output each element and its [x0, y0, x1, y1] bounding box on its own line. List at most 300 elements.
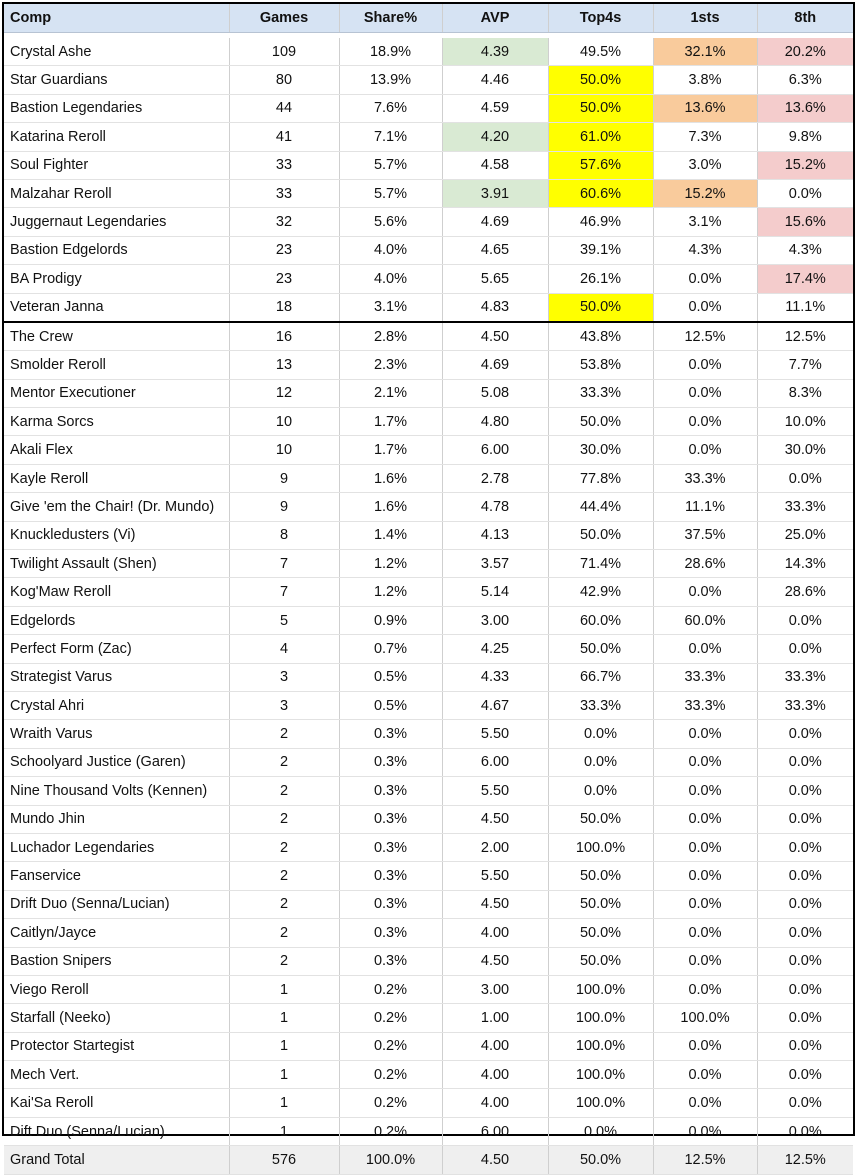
cell-firsts[interactable]: 0.0%: [653, 408, 757, 436]
cell-top4s[interactable]: 100.0%: [548, 833, 653, 861]
cell-firsts[interactable]: 100.0%: [653, 1004, 757, 1032]
cell-top4s[interactable]: 50.0%: [548, 408, 653, 436]
cell-comp[interactable]: Karma Sorcs: [4, 408, 229, 436]
cell-share[interactable]: 0.2%: [339, 1089, 442, 1117]
cell-comp[interactable]: Nine Thousand Volts (Kennen): [4, 777, 229, 805]
cell-avp[interactable]: 1.00: [442, 1004, 548, 1032]
cell-avp[interactable]: 2.78: [442, 464, 548, 492]
cell-eighth[interactable]: 15.2%: [757, 151, 853, 179]
cell-firsts[interactable]: 0.0%: [653, 1117, 757, 1145]
cell-games[interactable]: 576: [229, 1146, 339, 1174]
cell-avp[interactable]: 4.59: [442, 94, 548, 122]
cell-comp[interactable]: Protector Startegist: [4, 1032, 229, 1060]
cell-firsts[interactable]: 33.3%: [653, 663, 757, 691]
cell-share[interactable]: 100.0%: [339, 1146, 442, 1174]
cell-share[interactable]: 18.9%: [339, 38, 442, 66]
cell-share[interactable]: 3.1%: [339, 293, 442, 322]
cell-comp[interactable]: Crystal Ahri: [4, 691, 229, 719]
cell-share[interactable]: 0.3%: [339, 833, 442, 861]
cell-firsts[interactable]: 33.3%: [653, 464, 757, 492]
cell-comp[interactable]: Mentor Executioner: [4, 379, 229, 407]
cell-top4s[interactable]: 26.1%: [548, 265, 653, 293]
cell-share[interactable]: 4.0%: [339, 265, 442, 293]
cell-eighth[interactable]: 12.5%: [757, 1146, 853, 1174]
cell-top4s[interactable]: 0.0%: [548, 748, 653, 776]
cell-avp[interactable]: 4.50: [442, 805, 548, 833]
cell-games[interactable]: 18: [229, 293, 339, 322]
cell-firsts[interactable]: 0.0%: [653, 293, 757, 322]
cell-share[interactable]: 0.3%: [339, 805, 442, 833]
cell-eighth[interactable]: 4.3%: [757, 236, 853, 264]
cell-share[interactable]: 1.2%: [339, 550, 442, 578]
table-row: [4, 578, 853, 606]
cell-eighth[interactable]: 0.0%: [757, 919, 853, 947]
cell-firsts[interactable]: 0.0%: [653, 975, 757, 1003]
cell-games[interactable]: 16: [229, 322, 339, 351]
cell-games[interactable]: 3: [229, 663, 339, 691]
cell-top4s[interactable]: 60.6%: [548, 179, 653, 207]
cell-firsts[interactable]: 7.3%: [653, 123, 757, 151]
cell-eighth[interactable]: 33.3%: [757, 691, 853, 719]
cell-firsts[interactable]: 3.8%: [653, 66, 757, 94]
cell-comp[interactable]: Mech Vert.: [4, 1061, 229, 1089]
cell-top4s[interactable]: 53.8%: [548, 351, 653, 379]
cell-games[interactable]: 41: [229, 123, 339, 151]
cell-top4s[interactable]: 50.0%: [548, 947, 653, 975]
cell-avp[interactable]: 4.00: [442, 1089, 548, 1117]
cell-games[interactable]: 2: [229, 919, 339, 947]
cell-games[interactable]: 2: [229, 862, 339, 890]
cell-games[interactable]: 10: [229, 436, 339, 464]
cell-firsts[interactable]: 0.0%: [653, 379, 757, 407]
cell-eighth[interactable]: 12.5%: [757, 322, 853, 351]
cell-share[interactable]: 0.7%: [339, 635, 442, 663]
cell-firsts[interactable]: 60.0%: [653, 606, 757, 634]
table-row: [4, 1004, 853, 1032]
cell-avp[interactable]: 3.57: [442, 550, 548, 578]
cell-top4s[interactable]: 44.4%: [548, 493, 653, 521]
cell-top4s[interactable]: 46.9%: [548, 208, 653, 236]
cell-comp[interactable]: Edgelords: [4, 606, 229, 634]
cell-comp[interactable]: Luchador Legendaries: [4, 833, 229, 861]
cell-share[interactable]: 0.2%: [339, 1061, 442, 1089]
cell-top4s[interactable]: 50.0%: [548, 1146, 653, 1174]
cell-avp[interactable]: 4.00: [442, 1032, 548, 1060]
cell-share[interactable]: 0.5%: [339, 663, 442, 691]
cell-avp[interactable]: 4.25: [442, 635, 548, 663]
cell-top4s[interactable]: 50.0%: [548, 635, 653, 663]
cell-eighth[interactable]: 14.3%: [757, 550, 853, 578]
cell-share[interactable]: 5.6%: [339, 208, 442, 236]
cell-games[interactable]: 12: [229, 379, 339, 407]
cell-eighth[interactable]: 30.0%: [757, 436, 853, 464]
cell-firsts[interactable]: 11.1%: [653, 493, 757, 521]
cell-comp[interactable]: Star Guardians: [4, 66, 229, 94]
cell-firsts[interactable]: 0.0%: [653, 265, 757, 293]
cell-comp[interactable]: Veteran Janna: [4, 293, 229, 322]
cell-avp[interactable]: 4.20: [442, 123, 548, 151]
cell-games[interactable]: 3: [229, 691, 339, 719]
cell-games[interactable]: 2: [229, 805, 339, 833]
cell-share[interactable]: 2.3%: [339, 351, 442, 379]
cell-top4s[interactable]: 42.9%: [548, 578, 653, 606]
cell-avp[interactable]: 4.65: [442, 236, 548, 264]
cell-comp[interactable]: The Crew: [4, 322, 229, 351]
cell-avp[interactable]: 4.50: [442, 890, 548, 918]
cell-avp[interactable]: 5.65: [442, 265, 548, 293]
cell-firsts[interactable]: 0.0%: [653, 720, 757, 748]
cell-top4s[interactable]: 100.0%: [548, 1032, 653, 1060]
cell-top4s[interactable]: 30.0%: [548, 436, 653, 464]
cell-comp[interactable]: Mundo Jhin: [4, 805, 229, 833]
cell-firsts[interactable]: 0.0%: [653, 1089, 757, 1117]
cell-avp[interactable]: 6.00: [442, 436, 548, 464]
grand-total-row: [4, 1146, 853, 1174]
cell-top4s[interactable]: 43.8%: [548, 322, 653, 351]
cell-comp[interactable]: Kayle Reroll: [4, 464, 229, 492]
cell-games[interactable]: 2: [229, 720, 339, 748]
cell-firsts[interactable]: 0.0%: [653, 833, 757, 861]
cell-firsts[interactable]: 15.2%: [653, 179, 757, 207]
cell-eighth[interactable]: 0.0%: [757, 179, 853, 207]
cell-avp[interactable]: 4.69: [442, 351, 548, 379]
cell-eighth[interactable]: 28.6%: [757, 578, 853, 606]
cell-games[interactable]: 4: [229, 635, 339, 663]
cell-eighth[interactable]: 0.0%: [757, 777, 853, 805]
cell-avp[interactable]: 4.69: [442, 208, 548, 236]
cell-eighth[interactable]: 0.0%: [757, 862, 853, 890]
cell-avp[interactable]: 4.39: [442, 38, 548, 66]
cell-share[interactable]: 0.3%: [339, 862, 442, 890]
cell-avp[interactable]: 4.67: [442, 691, 548, 719]
cell-comp[interactable]: Grand Total: [4, 1146, 229, 1174]
cell-comp[interactable]: Bastion Snipers: [4, 947, 229, 975]
cell-games[interactable]: 8: [229, 521, 339, 549]
cell-eighth[interactable]: 6.3%: [757, 66, 853, 94]
cell-eighth[interactable]: 0.0%: [757, 890, 853, 918]
cell-comp[interactable]: Juggernaut Legendaries: [4, 208, 229, 236]
cell-share[interactable]: 7.6%: [339, 94, 442, 122]
cell-avp[interactable]: 5.50: [442, 720, 548, 748]
cell-comp[interactable]: Drift Duo (Senna/Lucian): [4, 890, 229, 918]
cell-top4s[interactable]: 49.5%: [548, 38, 653, 66]
cell-eighth[interactable]: 8.3%: [757, 379, 853, 407]
cell-games[interactable]: 9: [229, 464, 339, 492]
cell-comp[interactable]: Schoolyard Justice (Garen): [4, 748, 229, 776]
cell-avp[interactable]: 4.00: [442, 1061, 548, 1089]
cell-firsts[interactable]: 0.0%: [653, 777, 757, 805]
cell-eighth[interactable]: 33.3%: [757, 663, 853, 691]
cell-top4s[interactable]: 0.0%: [548, 777, 653, 805]
cell-eighth[interactable]: 11.1%: [757, 293, 853, 322]
cell-comp[interactable]: Bastion Legendaries: [4, 94, 229, 122]
cell-comp[interactable]: Soul Fighter: [4, 151, 229, 179]
cell-top4s[interactable]: 57.6%: [548, 151, 653, 179]
cell-comp[interactable]: Give 'em the Chair! (Dr. Mundo): [4, 493, 229, 521]
cell-games[interactable]: 1: [229, 1004, 339, 1032]
cell-comp[interactable]: Kai'Sa Reroll: [4, 1089, 229, 1117]
cell-firsts[interactable]: 13.6%: [653, 94, 757, 122]
cell-firsts[interactable]: 28.6%: [653, 550, 757, 578]
header-share[interactable]: Share%: [339, 4, 442, 33]
cell-eighth[interactable]: 17.4%: [757, 265, 853, 293]
cell-firsts[interactable]: 33.3%: [653, 691, 757, 719]
cell-comp[interactable]: Akali Flex: [4, 436, 229, 464]
cell-eighth[interactable]: 0.0%: [757, 464, 853, 492]
cell-share[interactable]: 2.8%: [339, 322, 442, 351]
cell-share[interactable]: 4.0%: [339, 236, 442, 264]
table-row: [4, 1089, 853, 1117]
cell-avp[interactable]: 2.00: [442, 833, 548, 861]
cell-games[interactable]: 1: [229, 1061, 339, 1089]
cell-avp[interactable]: 4.13: [442, 521, 548, 549]
cell-games[interactable]: 10: [229, 408, 339, 436]
cell-comp[interactable]: Starfall (Neeko): [4, 1004, 229, 1032]
cell-firsts[interactable]: 12.5%: [653, 1146, 757, 1174]
cell-games[interactable]: 80: [229, 66, 339, 94]
cell-avp[interactable]: 5.50: [442, 862, 548, 890]
table-row: [4, 890, 853, 918]
cell-share[interactable]: 0.2%: [339, 975, 442, 1003]
cell-share[interactable]: 0.3%: [339, 890, 442, 918]
cell-firsts[interactable]: 32.1%: [653, 38, 757, 66]
cell-share[interactable]: 0.3%: [339, 947, 442, 975]
cell-eighth[interactable]: 0.0%: [757, 833, 853, 861]
header-firsts[interactable]: 1sts: [653, 4, 757, 33]
cell-comp[interactable]: BA Prodigy: [4, 265, 229, 293]
cell-games[interactable]: 1: [229, 1117, 339, 1145]
cell-games[interactable]: 32: [229, 208, 339, 236]
cell-share[interactable]: 0.3%: [339, 748, 442, 776]
cell-games[interactable]: 13: [229, 351, 339, 379]
cell-firsts[interactable]: 0.0%: [653, 748, 757, 776]
cell-share[interactable]: 0.2%: [339, 1032, 442, 1060]
cell-games[interactable]: 5: [229, 606, 339, 634]
cell-firsts[interactable]: 0.0%: [653, 436, 757, 464]
cell-avp[interactable]: 5.14: [442, 578, 548, 606]
cell-comp[interactable]: Wraith Varus: [4, 720, 229, 748]
cell-top4s[interactable]: 61.0%: [548, 123, 653, 151]
cell-eighth[interactable]: 0.0%: [757, 975, 853, 1003]
cell-eighth[interactable]: 0.0%: [757, 1004, 853, 1032]
cell-top4s[interactable]: 60.0%: [548, 606, 653, 634]
cell-avp[interactable]: 4.33: [442, 663, 548, 691]
cell-share[interactable]: 0.3%: [339, 919, 442, 947]
cell-eighth[interactable]: 15.6%: [757, 208, 853, 236]
cell-firsts[interactable]: 0.0%: [653, 919, 757, 947]
cell-firsts[interactable]: 3.1%: [653, 208, 757, 236]
cell-firsts[interactable]: 0.0%: [653, 890, 757, 918]
cell-eighth[interactable]: 0.0%: [757, 635, 853, 663]
cell-comp[interactable]: Strategist Varus: [4, 663, 229, 691]
cell-share[interactable]: 0.2%: [339, 1004, 442, 1032]
cell-firsts[interactable]: 0.0%: [653, 1061, 757, 1089]
cell-avp[interactable]: 4.58: [442, 151, 548, 179]
cell-eighth[interactable]: 0.0%: [757, 606, 853, 634]
table-row: [4, 293, 853, 322]
table-row: [4, 38, 853, 66]
cell-avp[interactable]: 4.50: [442, 322, 548, 351]
cell-comp[interactable]: Caitlyn/Jayce: [4, 919, 229, 947]
cell-share[interactable]: 0.9%: [339, 606, 442, 634]
cell-avp[interactable]: 5.08: [442, 379, 548, 407]
cell-top4s[interactable]: 50.0%: [548, 890, 653, 918]
cell-games[interactable]: 23: [229, 236, 339, 264]
cell-comp[interactable]: Knuckledusters (Vi): [4, 521, 229, 549]
cell-top4s[interactable]: 33.3%: [548, 379, 653, 407]
cell-games[interactable]: 7: [229, 578, 339, 606]
table-row: [4, 777, 853, 805]
cell-games[interactable]: 1: [229, 1089, 339, 1117]
cell-eighth[interactable]: 0.0%: [757, 1032, 853, 1060]
cell-games[interactable]: 9: [229, 493, 339, 521]
cell-share[interactable]: 0.3%: [339, 720, 442, 748]
cell-share[interactable]: 5.7%: [339, 151, 442, 179]
cell-share[interactable]: 2.1%: [339, 379, 442, 407]
table-row: [4, 550, 853, 578]
cell-avp[interactable]: 3.00: [442, 975, 548, 1003]
total-section: [4, 1146, 853, 1174]
cell-top4s[interactable]: 33.3%: [548, 691, 653, 719]
cell-top4s[interactable]: 39.1%: [548, 236, 653, 264]
cell-games[interactable]: 109: [229, 38, 339, 66]
cell-top4s[interactable]: 66.7%: [548, 663, 653, 691]
cell-firsts[interactable]: 4.3%: [653, 236, 757, 264]
cell-share[interactable]: 0.3%: [339, 777, 442, 805]
cell-comp[interactable]: Smolder Reroll: [4, 351, 229, 379]
header-games[interactable]: Games: [229, 4, 339, 33]
cell-avp[interactable]: 3.91: [442, 179, 548, 207]
cell-top4s[interactable]: 0.0%: [548, 720, 653, 748]
cell-share[interactable]: 13.9%: [339, 66, 442, 94]
cell-firsts[interactable]: 3.0%: [653, 151, 757, 179]
cell-games[interactable]: 2: [229, 890, 339, 918]
cell-games[interactable]: 2: [229, 748, 339, 776]
cell-avp[interactable]: 4.50: [442, 1146, 548, 1174]
cell-top4s[interactable]: 50.0%: [548, 293, 653, 322]
cell-eighth[interactable]: 0.0%: [757, 720, 853, 748]
cell-top4s[interactable]: 71.4%: [548, 550, 653, 578]
cell-avp[interactable]: 4.46: [442, 66, 548, 94]
cell-comp[interactable]: Dift Duo (Senna/Lucian): [4, 1117, 229, 1145]
cell-avp[interactable]: 4.00: [442, 919, 548, 947]
cell-avp[interactable]: 5.50: [442, 777, 548, 805]
cell-games[interactable]: 2: [229, 947, 339, 975]
cell-eighth[interactable]: 0.0%: [757, 748, 853, 776]
cell-top4s[interactable]: 50.0%: [548, 521, 653, 549]
cell-eighth[interactable]: 0.0%: [757, 1117, 853, 1145]
cell-top4s[interactable]: 50.0%: [548, 66, 653, 94]
header-avp[interactable]: AVP: [442, 4, 548, 33]
cell-share[interactable]: 1.7%: [339, 436, 442, 464]
cell-eighth[interactable]: 0.0%: [757, 1089, 853, 1117]
table-row: [4, 1061, 853, 1089]
cell-eighth[interactable]: 25.0%: [757, 521, 853, 549]
cell-share[interactable]: 5.7%: [339, 179, 442, 207]
cell-avp[interactable]: 4.83: [442, 293, 548, 322]
cell-top4s[interactable]: 100.0%: [548, 1004, 653, 1032]
cell-firsts[interactable]: 37.5%: [653, 521, 757, 549]
cell-eighth[interactable]: 7.7%: [757, 351, 853, 379]
cell-comp[interactable]: Twilight Assault (Shen): [4, 550, 229, 578]
cell-comp[interactable]: Viego Reroll: [4, 975, 229, 1003]
cell-firsts[interactable]: 0.0%: [653, 862, 757, 890]
cell-games[interactable]: 2: [229, 833, 339, 861]
cell-games[interactable]: 1: [229, 1032, 339, 1060]
cell-firsts[interactable]: 12.5%: [653, 322, 757, 351]
cell-avp[interactable]: 4.80: [442, 408, 548, 436]
cell-games[interactable]: 33: [229, 151, 339, 179]
cell-share[interactable]: 7.1%: [339, 123, 442, 151]
cell-share[interactable]: 1.6%: [339, 464, 442, 492]
cell-eighth[interactable]: 10.0%: [757, 408, 853, 436]
cell-top4s[interactable]: 50.0%: [548, 919, 653, 947]
cell-avp[interactable]: 3.00: [442, 606, 548, 634]
cell-comp[interactable]: Kog'Maw Reroll: [4, 578, 229, 606]
cell-firsts[interactable]: 0.0%: [653, 635, 757, 663]
cell-firsts[interactable]: 0.0%: [653, 805, 757, 833]
cell-top4s[interactable]: 50.0%: [548, 862, 653, 890]
cell-share[interactable]: 0.5%: [339, 691, 442, 719]
cell-firsts[interactable]: 0.0%: [653, 1032, 757, 1060]
cell-share[interactable]: 1.7%: [339, 408, 442, 436]
cell-comp[interactable]: Crystal Ashe: [4, 38, 229, 66]
cell-eighth[interactable]: 20.2%: [757, 38, 853, 66]
cell-top4s[interactable]: 77.8%: [548, 464, 653, 492]
header-comp[interactable]: Comp: [4, 4, 229, 33]
cell-top4s[interactable]: 100.0%: [548, 1089, 653, 1117]
cell-games[interactable]: 7: [229, 550, 339, 578]
cell-eighth[interactable]: 33.3%: [757, 493, 853, 521]
cell-avp[interactable]: 6.00: [442, 748, 548, 776]
cell-share[interactable]: 1.6%: [339, 493, 442, 521]
cell-top4s[interactable]: 50.0%: [548, 805, 653, 833]
table-row: [4, 805, 853, 833]
table-row: [4, 1032, 853, 1060]
cell-comp[interactable]: Perfect Form (Zac): [4, 635, 229, 663]
cell-top4s[interactable]: 100.0%: [548, 975, 653, 1003]
cell-games[interactable]: 33: [229, 179, 339, 207]
cell-firsts[interactable]: 0.0%: [653, 351, 757, 379]
cell-share[interactable]: 1.4%: [339, 521, 442, 549]
cell-eighth[interactable]: 0.0%: [757, 805, 853, 833]
cell-comp[interactable]: Bastion Edgelords: [4, 236, 229, 264]
header-top4s[interactable]: Top4s: [548, 4, 653, 33]
cell-comp[interactable]: Katarina Reroll: [4, 123, 229, 151]
cell-top4s[interactable]: 100.0%: [548, 1061, 653, 1089]
cell-avp[interactable]: 4.78: [442, 493, 548, 521]
cell-eighth[interactable]: 0.0%: [757, 1061, 853, 1089]
cell-games[interactable]: 2: [229, 777, 339, 805]
cell-comp[interactable]: Malzahar Reroll: [4, 179, 229, 207]
cell-top4s[interactable]: 0.0%: [548, 1117, 653, 1145]
cell-eighth[interactable]: 9.8%: [757, 123, 853, 151]
cell-avp[interactable]: 6.00: [442, 1117, 548, 1145]
cell-games[interactable]: 23: [229, 265, 339, 293]
cell-share[interactable]: 0.2%: [339, 1117, 442, 1145]
cell-games[interactable]: 44: [229, 94, 339, 122]
cell-firsts[interactable]: 0.0%: [653, 947, 757, 975]
cell-firsts[interactable]: 0.0%: [653, 578, 757, 606]
cell-top4s[interactable]: 50.0%: [548, 94, 653, 122]
cell-eighth[interactable]: 13.6%: [757, 94, 853, 122]
cell-avp[interactable]: 4.50: [442, 947, 548, 975]
cell-games[interactable]: 1: [229, 975, 339, 1003]
header-eighth[interactable]: 8th: [757, 4, 853, 33]
cell-comp[interactable]: Fanservice: [4, 862, 229, 890]
cell-share[interactable]: 1.2%: [339, 578, 442, 606]
cell-eighth[interactable]: 0.0%: [757, 947, 853, 975]
